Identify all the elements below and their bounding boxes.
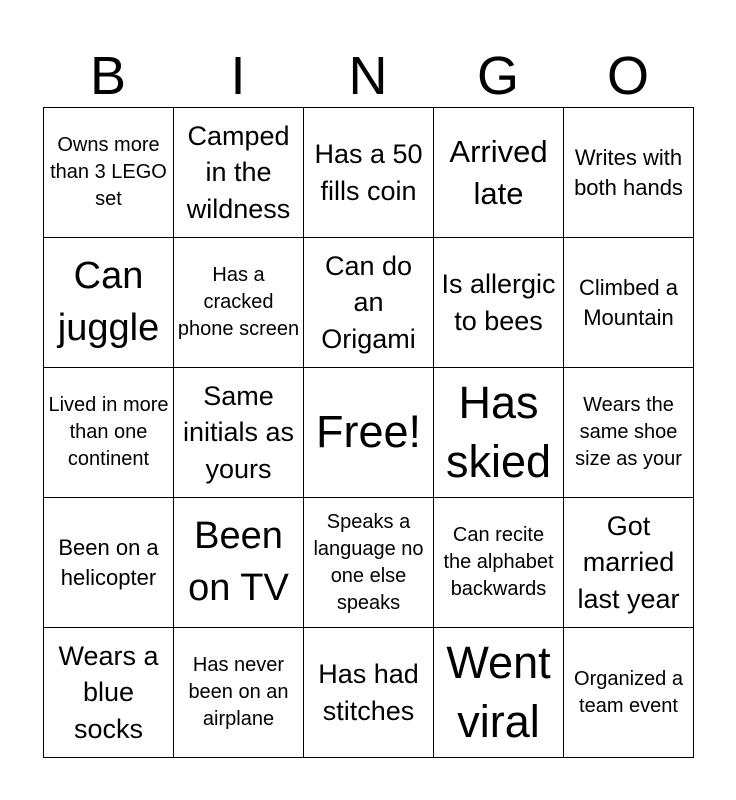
bingo-cell-r2c2[interactable] xyxy=(174,238,304,368)
bingo-cell-text: Got married last year xyxy=(577,510,680,614)
bingo-cell-text: Speaks a language no one else speaks xyxy=(313,510,424,614)
bingo-cell-text: Writes with both hands xyxy=(574,144,683,200)
header-letter-g: G xyxy=(476,46,519,106)
bingo-cell-r1c4[interactable] xyxy=(434,108,564,238)
bingo-cell-text: Camped in the wildness xyxy=(186,120,291,224)
bingo-grid xyxy=(43,107,694,758)
header-letter-n: N xyxy=(348,46,388,106)
bingo-cell-text: Has a cracked phone screen xyxy=(177,264,300,340)
bingo-cell-text: Same initials as yours xyxy=(182,380,295,484)
bingo-cell-r1c1[interactable] xyxy=(44,108,174,238)
bingo-cell-text: Can recite the alphabet backwards xyxy=(443,524,554,600)
bingo-cell-r1c3[interactable] xyxy=(304,108,434,238)
bingo-cell-text: Has never been on an airplane xyxy=(188,654,289,730)
bingo-cell-text: Has had stitches xyxy=(318,659,419,726)
free-space-text: Free! xyxy=(315,406,422,458)
bingo-cell-text: Climbed a Mountain xyxy=(578,274,679,330)
bingo-cell-r4c2[interactable] xyxy=(174,498,304,628)
bingo-cell-r4c4[interactable] xyxy=(434,498,564,628)
header-letter-b: B xyxy=(89,46,127,106)
bingo-cell-r5c4[interactable] xyxy=(434,628,564,758)
bingo-cell-free[interactable] xyxy=(304,368,434,498)
bingo-cell-text: Can do an Origami xyxy=(321,250,416,354)
bingo-cell-r2c5[interactable] xyxy=(564,238,694,368)
bingo-cell-r2c3[interactable] xyxy=(304,238,434,368)
bingo-cell-text: Is allergic to bees xyxy=(441,269,556,336)
bingo-cell-r5c2[interactable] xyxy=(174,628,304,758)
bingo-cell-text: Organized a team event xyxy=(574,667,683,717)
bingo-cell-text: Lived in more than one continent xyxy=(48,394,169,470)
bingo-cell-r2c1[interactable] xyxy=(44,238,174,368)
bingo-header xyxy=(43,44,693,108)
bingo-cell-r5c1[interactable] xyxy=(44,628,174,758)
bingo-cell-text: Wears the same shoe size as your xyxy=(575,394,682,470)
bingo-cell-text: Owns more than 3 LEGO set xyxy=(50,134,167,210)
header-letter-i: I xyxy=(230,46,246,106)
bingo-cell-text: Has a 50 fills coin xyxy=(314,139,423,206)
bingo-cell-text: Been on a helicopter xyxy=(58,534,159,590)
bingo-cell-r4c5[interactable] xyxy=(564,498,694,628)
bingo-cell-r5c3[interactable] xyxy=(304,628,434,758)
bingo-cell-text: Arrived late xyxy=(449,133,548,211)
bingo-cell-r4c3[interactable] xyxy=(304,498,434,628)
bingo-cell-r3c4[interactable] xyxy=(434,368,564,498)
header-letter-o: O xyxy=(606,46,649,106)
bingo-cell-r1c5[interactable] xyxy=(564,108,694,238)
bingo-cell-r5c5[interactable] xyxy=(564,628,694,758)
bingo-cell-text: Has skied xyxy=(445,377,552,487)
bingo-cell-text: Wears a blue socks xyxy=(58,640,159,744)
bingo-cell-r4c1[interactable] xyxy=(44,498,174,628)
bingo-cell-r1c2[interactable] xyxy=(174,108,304,238)
bingo-cell-r3c2[interactable] xyxy=(174,368,304,498)
bingo-cell-r2c4[interactable] xyxy=(434,238,564,368)
bingo-cell-text: Went viral xyxy=(446,637,551,747)
bingo-cell-r3c5[interactable] xyxy=(564,368,694,498)
bingo-cell-r3c1[interactable] xyxy=(44,368,174,498)
bingo-cell-text: Been on TV xyxy=(188,515,289,609)
bingo-cell-text: Can juggle xyxy=(57,255,160,349)
